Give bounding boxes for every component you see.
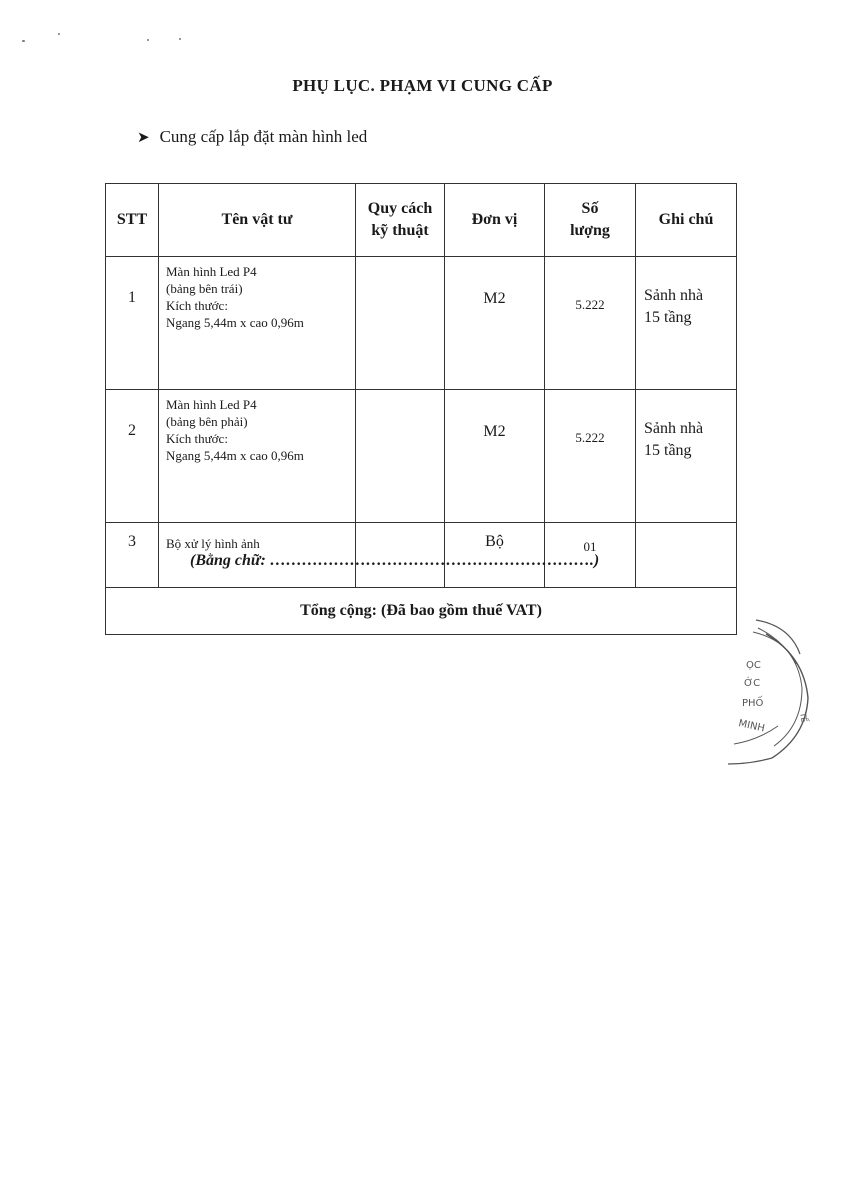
- name-line: (bảng bên trái): [166, 281, 243, 296]
- cell-stt: 3: [106, 523, 159, 588]
- stamp-text: ỚC: [744, 678, 761, 689]
- cell-qty: 5.222: [545, 257, 636, 390]
- cell-spec: [356, 257, 445, 390]
- note-line: Sảnh nhà: [644, 287, 704, 304]
- name-line: Kích thước:: [166, 298, 228, 313]
- table-header-row: [106, 184, 737, 257]
- header-spec: [356, 184, 445, 257]
- cell-spec: [356, 390, 445, 523]
- cell-stt: 2: [106, 390, 159, 523]
- total-row: [106, 588, 737, 635]
- name-line: Bộ xử lý hình ảnh: [166, 536, 260, 551]
- cell-qty: 5.222: [545, 390, 636, 523]
- cell-name: [159, 390, 356, 523]
- cell-unit: M2: [445, 257, 545, 390]
- header-name: Tên vật tư: [159, 184, 356, 257]
- name-line: Màn hình Led P4: [166, 264, 257, 279]
- cell-note: [636, 390, 737, 523]
- header-qty: [545, 184, 636, 257]
- cell-unit: M2: [445, 390, 545, 523]
- scan-speck: [58, 33, 60, 35]
- page-title: PHỤ LỤC. PHẠM VI CUNG CẤP: [292, 76, 553, 95]
- header-qty-line: Số: [581, 200, 599, 217]
- header-stt: STT: [106, 184, 159, 257]
- table-row: [106, 257, 737, 390]
- table-row: [106, 390, 737, 523]
- cell-unit: Bộ: [445, 523, 545, 588]
- name-line: Ngang 5,44m x cao 0,96m: [166, 448, 304, 463]
- bullet-item: [137, 127, 367, 147]
- cell-stt: 1: [106, 257, 159, 390]
- partial-stamp-seal: [728, 618, 828, 778]
- stamp-text: PHỐ: [742, 698, 764, 709]
- note-line: Sảnh nhà: [644, 420, 704, 437]
- cell-name: [159, 257, 356, 390]
- amount-in-words: (Bằng chữ: …………………………………………………….): [190, 552, 600, 569]
- name-line: Ngang 5,44m x cao 0,96m: [166, 315, 304, 330]
- header-spec-line: Quy cách: [367, 200, 433, 217]
- header-spec-line: kỹ thuật: [371, 222, 429, 239]
- stamp-text: TẾ: [798, 711, 809, 724]
- bullet-text: Cung cấp lắp đặt màn hình led: [159, 127, 368, 146]
- arrow-bullet-icon: ➤: [137, 129, 150, 146]
- header-unit: Đơn vị: [445, 184, 545, 257]
- stamp-text: ỌC: [746, 660, 761, 671]
- cell-qty: 01: [545, 523, 636, 588]
- total-label: Tổng cộng: (Đã bao gồm thuế VAT): [106, 588, 737, 635]
- scan-speck: [179, 38, 181, 40]
- note-line: 15 tầng: [644, 442, 692, 459]
- name-line: Màn hình Led P4: [166, 397, 257, 412]
- scan-speck: [22, 40, 25, 42]
- note-line: 15 tầng: [644, 309, 692, 326]
- name-line: (bảng bên phải): [166, 414, 248, 429]
- header-qty-line: lượng: [570, 222, 610, 239]
- scan-speck: [147, 39, 149, 41]
- cell-note: [636, 523, 737, 588]
- name-line: Kích thước:: [166, 431, 228, 446]
- stamp-text: MINH: [737, 718, 766, 735]
- cell-note: [636, 257, 737, 390]
- header-note: Ghi chú: [636, 184, 737, 257]
